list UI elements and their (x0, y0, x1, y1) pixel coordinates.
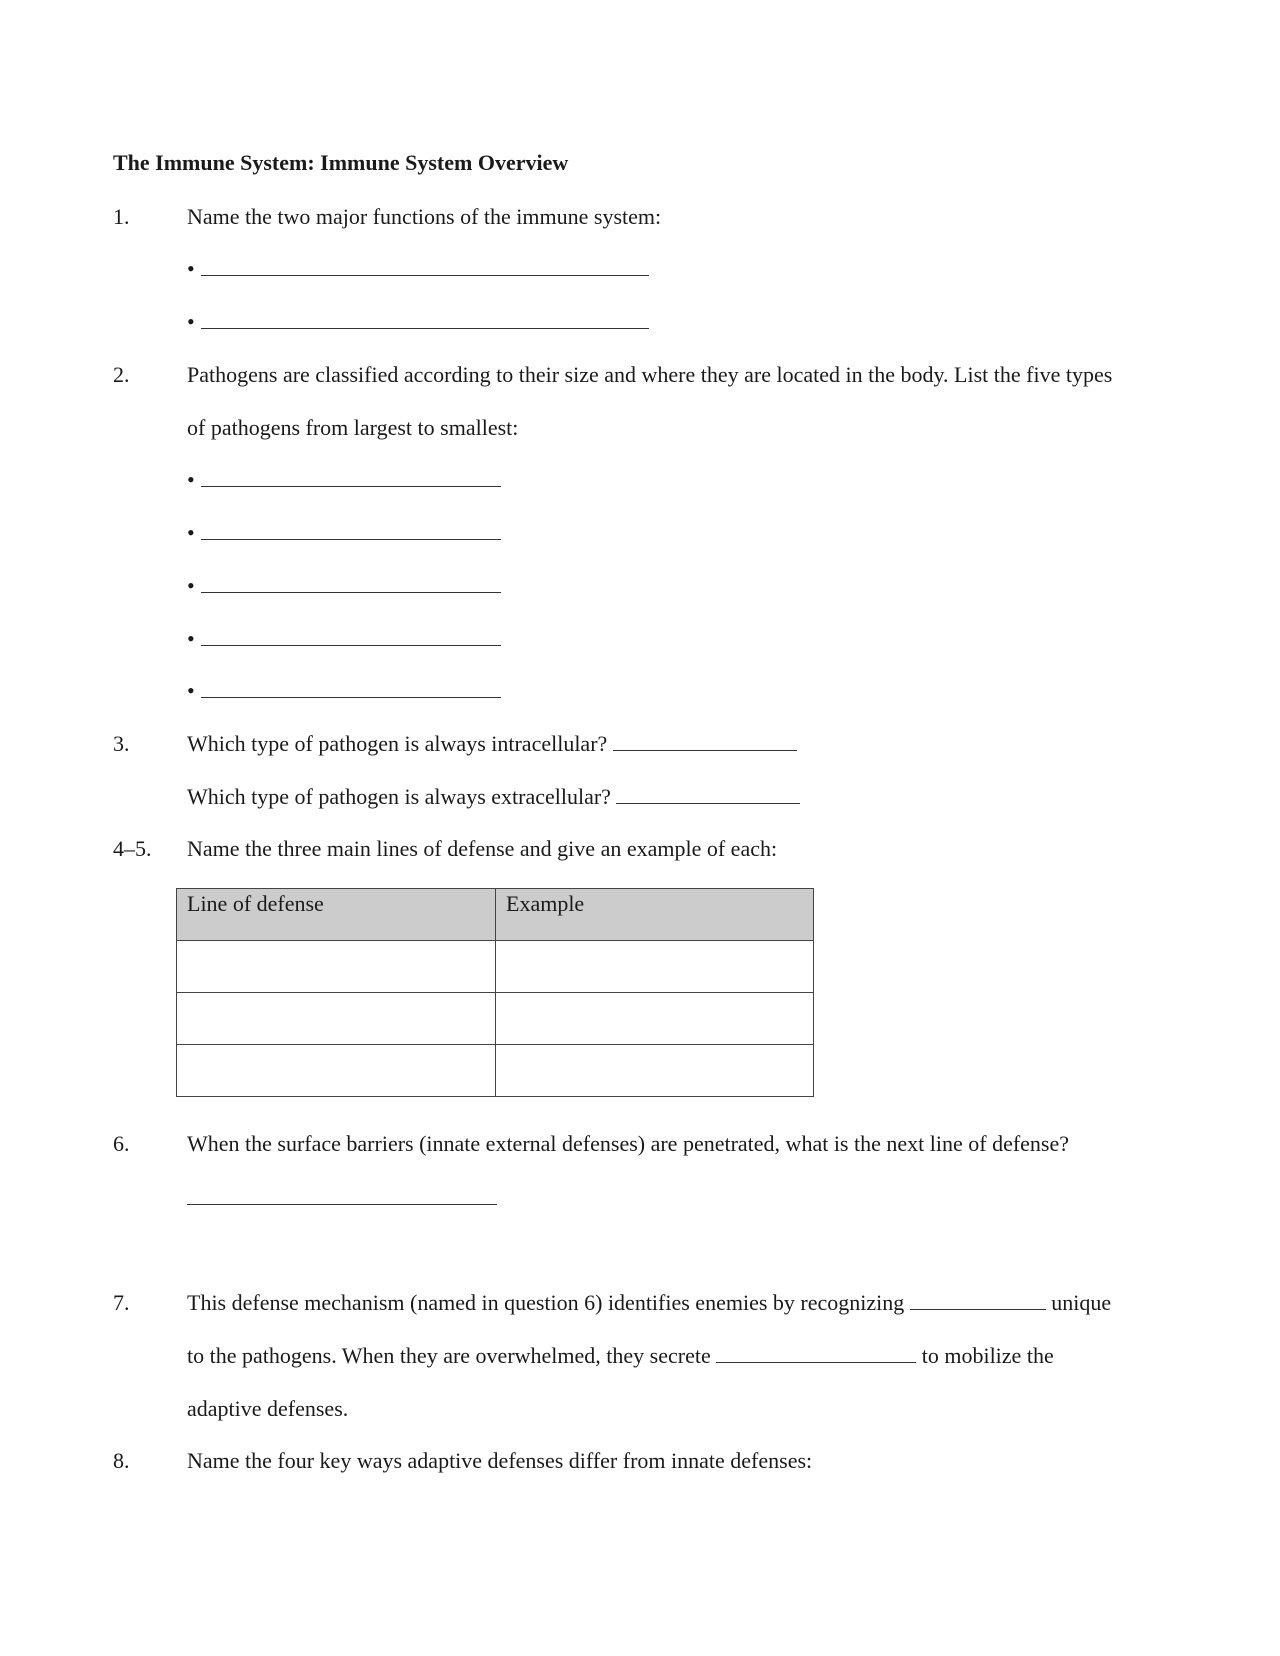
answer-7b-blank[interactable] (716, 1344, 916, 1363)
table-header-row (177, 889, 814, 941)
defense-table (176, 888, 814, 1097)
question-6-text: When the surface barriers (innate external defenses) are penetrated, what is the next line of defense? (187, 1131, 1070, 1156)
table-header-example: Example (496, 889, 814, 941)
question-2-number: 2. (113, 362, 130, 387)
answer-2a[interactable]: • (187, 467, 501, 493)
table-header-line-of-defense: Line of defense (177, 889, 496, 941)
question-8-text: Name the four key ways adaptive defenses differ from innate defenses: (187, 1448, 813, 1473)
question-7-line3: adaptive defenses. (187, 1396, 349, 1421)
answer-3a-blank[interactable] (613, 732, 797, 751)
answer-6-blank[interactable] (187, 1185, 497, 1211)
question-8-number: 8. (113, 1448, 130, 1473)
table-cell[interactable] (177, 993, 496, 1045)
question-7-number: 7. (113, 1290, 130, 1315)
question-7-line1: This defense mechanism (named in question 6) identifies enemies by recognizing unique (187, 1290, 1112, 1315)
worksheet-title: The Immune System: Immune System Overview (113, 150, 569, 175)
answer-1a[interactable]: • (187, 256, 649, 282)
question-2-line2: of pathogens from largest to smallest: (187, 415, 519, 440)
table-cell[interactable] (177, 941, 496, 993)
question-3-line2: Which type of pathogen is always extracellular? (187, 784, 800, 810)
table-cell[interactable] (177, 1045, 496, 1097)
question-1-number: 1. (113, 204, 130, 229)
question-7-line2: to the pathogens. When they are overwhelmed, they secrete to mobilize the (187, 1343, 1054, 1368)
answer-3b-blank[interactable] (616, 785, 800, 804)
answer-2c[interactable]: • (187, 573, 501, 599)
question-6-number: 6. (113, 1131, 130, 1156)
answer-1b[interactable]: • (187, 309, 649, 335)
answer-7a-blank[interactable] (910, 1291, 1046, 1310)
question-2-line1: Pathogens are classified according to their size and where they are located in the body. List the five types (187, 362, 1113, 387)
table-cell[interactable] (496, 1045, 814, 1097)
question-3-line1: Which type of pathogen is always intracellular? (187, 731, 797, 757)
question-4-5-text: Name the three main lines of defense and give an example of each: (187, 836, 778, 861)
answer-2e[interactable]: • (187, 678, 501, 704)
table-cell[interactable] (496, 993, 814, 1045)
question-4-5-number: 4–5. (113, 836, 152, 861)
question-1-text: Name the two major functions of the immune system: (187, 204, 662, 229)
answer-2d[interactable]: • (187, 626, 501, 652)
table-cell[interactable] (496, 941, 814, 993)
table-row (177, 1045, 814, 1097)
table-row (177, 993, 814, 1045)
answer-2b[interactable]: • (187, 520, 501, 546)
question-3-number: 3. (113, 731, 130, 756)
table-row (177, 941, 814, 993)
